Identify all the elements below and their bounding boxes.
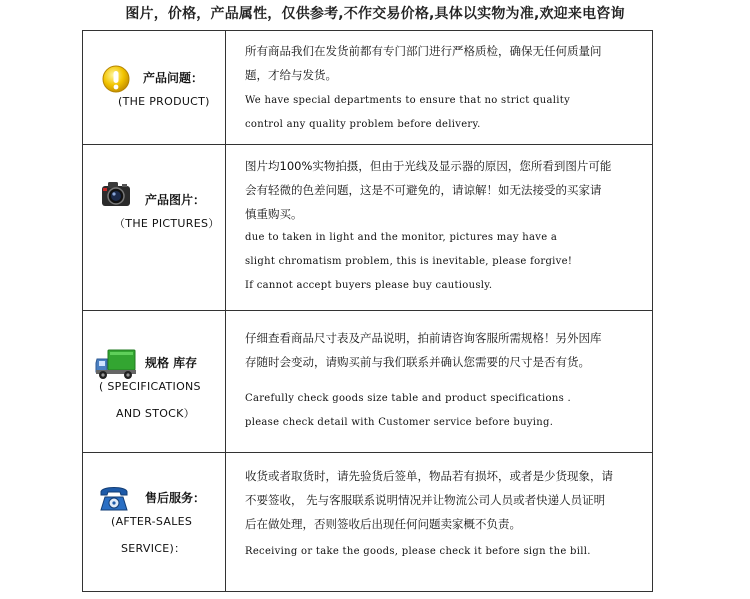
section-title-en: SERVICE)： — [121, 542, 186, 555]
en-line: If cannot accept buyers please buy cautiously. — [245, 280, 493, 291]
section-title-cn: 规格 库存 — [145, 356, 198, 370]
cn-line: 后在做处理，否则签收后出现任何问题卖家概不负责。 — [245, 517, 521, 531]
en-line: We have special departments to ensure that no strict quality — [245, 95, 571, 106]
cn-line: 不要签收， 先与客服联系说明情况并让物流公司人员或者快递人员证明 — [245, 493, 606, 507]
cn-line: 收货或者取货时，请先验货后签单，物品若有损坏，或者是少货现象，请 — [245, 469, 613, 483]
section-specifications — [83, 311, 653, 453]
en-line: please check detail with Customer service before buying. — [245, 417, 554, 428]
section-label-cell — [83, 145, 226, 311]
telephone-icon — [98, 483, 130, 513]
section-label-cell — [83, 31, 226, 145]
section-after-sales — [83, 453, 653, 592]
section-title-en: ( SPECIFICATIONS — [99, 380, 201, 393]
section-title-en: （THE PICTURES） — [114, 217, 220, 230]
section-title-cn: 产品问题： — [143, 71, 204, 85]
cn-line: 仔细查看商品尺寸表及产品说明，拍前请咨询客服所需规格！另外因库 — [245, 331, 602, 345]
en-line: control any quality problem before delivery. — [245, 119, 481, 130]
cn-line: 所有商品我们在发货前都有专门部门进行严格质检，确保无任何质量问 — [245, 44, 602, 58]
cn-line: 慎重购买。 — [245, 207, 303, 221]
en-line: Carefully check goods size table and product specifications . — [245, 393, 572, 404]
section-text-cell — [226, 145, 653, 311]
section-title-en: (AFTER-SALES — [111, 515, 193, 528]
section-label-cell — [83, 311, 226, 453]
section-pictures — [83, 145, 653, 311]
cn-line: 题，才给与发货。 — [245, 68, 337, 82]
cn-line: 存随时会变动，请购买前与我们联系并确认您需要的尺寸是否有货。 — [245, 355, 590, 369]
page-title: 图片，价格，产品属性，仅供参考,不作交易价格,具体以实物为准,欢迎来电咨询 — [125, 6, 625, 22]
exclamation-icon — [102, 65, 130, 93]
en-line: slight chromatism problem, this is inevitable, please forgive! — [245, 256, 573, 267]
section-text-cell — [226, 453, 653, 592]
en-line: due to taken in light and the monitor, pictures may have a — [245, 232, 558, 243]
section-label-cell — [83, 453, 226, 592]
section-title-cn: 产品图片： — [145, 193, 206, 207]
section-title-cn: 售后服务： — [145, 491, 206, 505]
cn-line: 图片均100%实物拍摄，但由于光线及显示器的原因，您所看到图片可能 — [245, 159, 612, 173]
section-text-cell — [226, 311, 653, 453]
section-product — [83, 31, 653, 145]
cn-line: 会有轻微的色差问题，这是不可避免的，请谅解！如无法接受的买家请 — [245, 183, 602, 197]
section-title-en: AND STOCK） — [116, 407, 195, 420]
notice-table — [82, 30, 653, 592]
section-text-cell — [226, 31, 653, 145]
truck-icon — [95, 347, 137, 381]
camera-icon — [100, 178, 132, 210]
section-title-en: (THE PRODUCT) — [118, 95, 210, 108]
en-line: Receiving or take the goods, please check it before sign the bill. — [245, 546, 591, 557]
